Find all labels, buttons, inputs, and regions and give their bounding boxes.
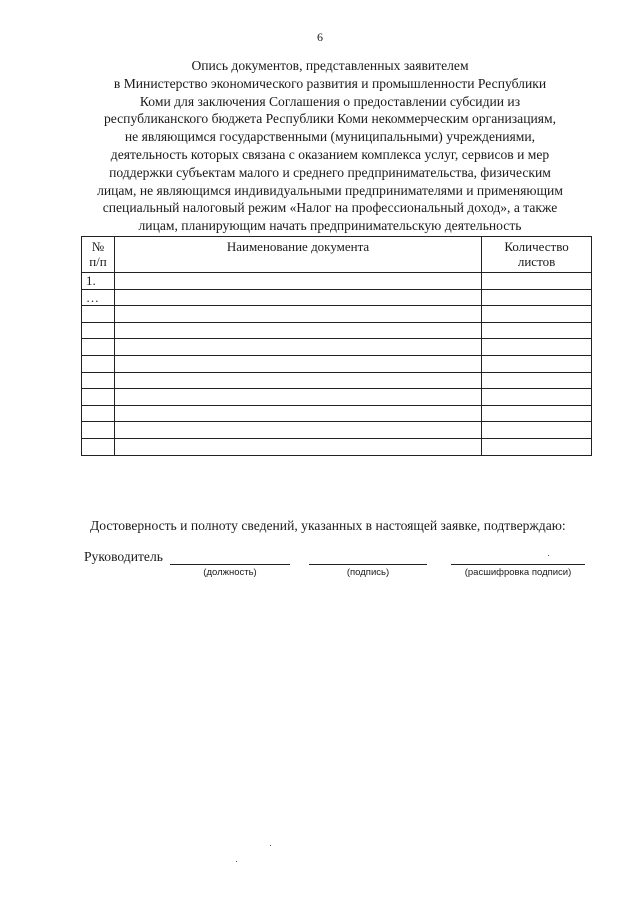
position-line[interactable]	[170, 563, 290, 565]
decoding-line[interactable]	[451, 563, 585, 565]
title-line: республиканского бюджета Республики Коми некоммерческим организациям,	[103, 111, 557, 127]
row-count-cell[interactable]	[482, 273, 592, 290]
table-row	[82, 322, 592, 339]
header-sheet-count	[482, 237, 592, 273]
table-row	[82, 405, 592, 422]
documents-table	[81, 236, 592, 456]
row-name-cell[interactable]	[114, 438, 481, 455]
header-count-line1: Количество	[504, 239, 569, 254]
table-row	[82, 339, 592, 356]
row-number-cell[interactable]	[82, 322, 115, 339]
row-count-cell[interactable]	[482, 438, 592, 455]
table-header-row	[82, 237, 592, 273]
row-name-cell[interactable]	[114, 322, 481, 339]
table-row	[82, 422, 592, 439]
row-number-cell[interactable]	[82, 405, 115, 422]
row-number-cell[interactable]	[82, 389, 115, 406]
header-count-line2: листов	[517, 254, 556, 269]
table-body	[82, 273, 592, 456]
title-line: Коми для заключения Соглашения о предоставлении субсидии из	[139, 93, 521, 109]
page-number: 6	[317, 30, 323, 44]
scan-speck	[548, 555, 549, 556]
signature-line[interactable]	[309, 563, 427, 565]
row-count-cell[interactable]	[482, 405, 592, 422]
title-line: лицам, планирующим начать предпринимательскую деятельность	[138, 218, 522, 234]
signature-block	[84, 549, 604, 589]
row-count-cell[interactable]	[482, 289, 592, 306]
title-line: деятельность которых связана с оказанием комплекса услуг, сервисов и мер	[110, 146, 550, 162]
row-count-cell[interactable]	[482, 322, 592, 339]
row-number-cell[interactable]	[82, 372, 115, 389]
row-number-cell[interactable]	[82, 422, 115, 439]
scan-speck	[270, 845, 271, 846]
header-number-line2: п/п	[89, 254, 107, 269]
table-row	[82, 438, 592, 455]
title-line: в Министерство экономического развития и промышленности Республики	[113, 75, 547, 91]
table-row	[82, 355, 592, 372]
signature-label: Руководитель	[84, 549, 163, 564]
row-number-cell[interactable]: 1.	[82, 273, 115, 290]
header-number-line1: №	[91, 239, 105, 254]
header-number	[82, 237, 115, 273]
table-row	[82, 273, 592, 290]
signature-caption: (подпись)	[346, 567, 390, 578]
scan-speck	[236, 861, 237, 862]
decoding-caption: (расшифровка подписи)	[464, 567, 572, 578]
title-line: поддержки субъектам малого и среднего предпринимательства, физическим	[109, 164, 551, 180]
row-name-cell[interactable]	[114, 372, 481, 389]
row-name-cell[interactable]	[114, 389, 481, 406]
row-name-cell[interactable]	[114, 306, 481, 323]
table-row	[82, 289, 592, 306]
row-count-cell[interactable]	[482, 355, 592, 372]
row-count-cell[interactable]	[482, 372, 592, 389]
table-row	[82, 306, 592, 323]
title-line: специальный налоговый режим «Налог на профессиональный доход», а также	[102, 200, 558, 216]
row-number-cell[interactable]	[82, 355, 115, 372]
title-line: не являющимся государственными (муниципальными) учреждениями,	[124, 129, 536, 145]
position-caption: (должность)	[203, 567, 257, 578]
row-number-cell[interactable]	[82, 306, 115, 323]
row-name-cell[interactable]	[114, 273, 481, 290]
row-count-cell[interactable]	[482, 306, 592, 323]
document-title	[60, 57, 600, 235]
row-count-cell[interactable]	[482, 389, 592, 406]
row-number-cell[interactable]: …	[82, 289, 115, 306]
row-name-cell[interactable]	[114, 289, 481, 306]
row-name-cell[interactable]	[114, 405, 481, 422]
row-number-cell[interactable]	[82, 438, 115, 455]
title-line: Опись документов, представленных заявителем	[191, 58, 469, 73]
table-row	[82, 389, 592, 406]
row-number-cell[interactable]	[82, 339, 115, 356]
row-count-cell[interactable]	[482, 339, 592, 356]
title-line: лицам, не являющимся индивидуальными предпринимателями и применяющим	[97, 182, 563, 198]
table-row	[82, 372, 592, 389]
confirmation-text: Достоверность и полноту сведений, указанных в настоящей заявке, подтверждаю:	[90, 518, 566, 533]
row-name-cell[interactable]	[114, 355, 481, 372]
row-name-cell[interactable]	[114, 339, 481, 356]
row-count-cell[interactable]	[482, 422, 592, 439]
header-document-name: Наименование документа	[114, 237, 481, 273]
row-name-cell[interactable]	[114, 422, 481, 439]
